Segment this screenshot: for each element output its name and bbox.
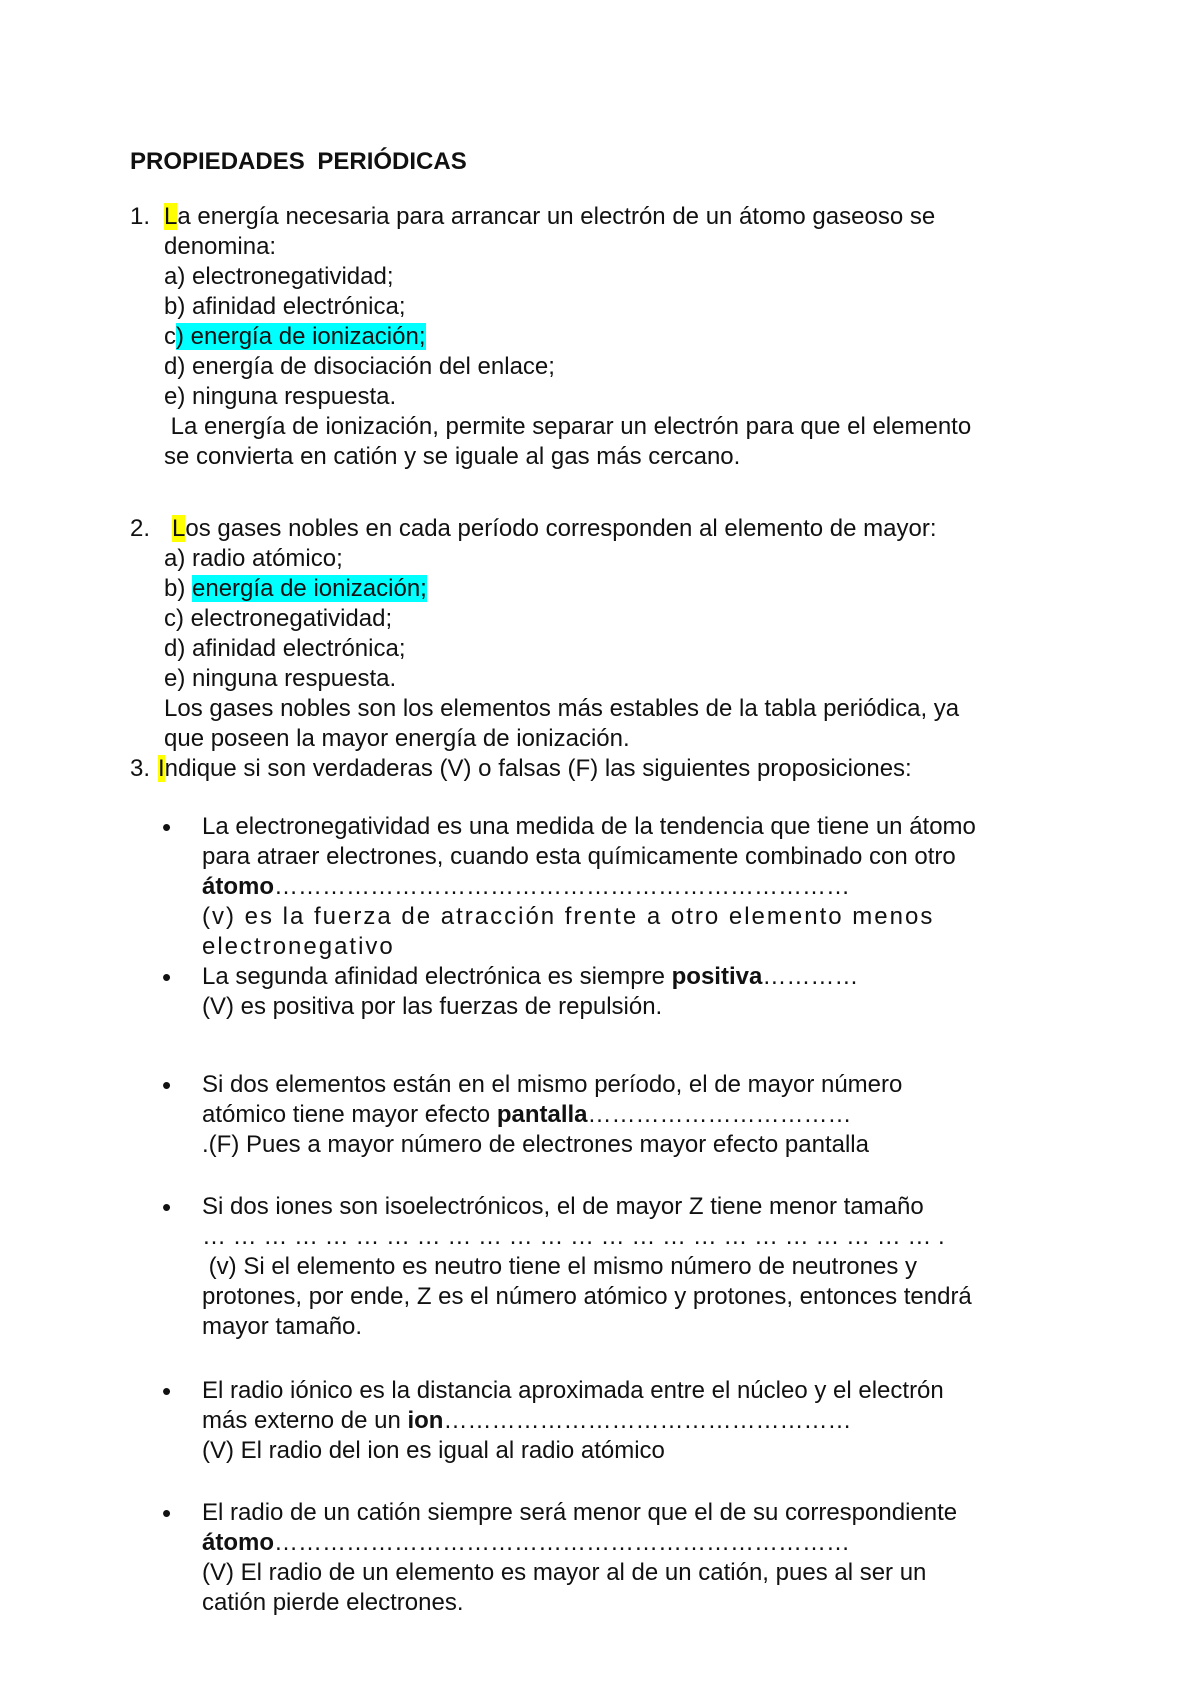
bullet-icon: • <box>162 1070 172 1100</box>
item-5-line-2: más externo de un ion…………………………………………… <box>202 1407 852 1434</box>
question-3-text: Indique si son verdaderas (V) o falsas (F) las siguientes proposiciones: <box>158 755 912 782</box>
item-2-bold-word: positiva <box>671 963 763 990</box>
item-4-dots: … … … … … … … … … … … … … … … … … … … … … … … … . <box>202 1223 945 1250</box>
question-1-number: 1. <box>130 203 151 230</box>
item-6-bold-word: átomo <box>202 1529 274 1556</box>
question-1-option-c: c) energía de ionización; <box>164 323 426 350</box>
item-2-line-1: La segunda afinidad electrónica es siempre positiva………… <box>202 963 859 990</box>
bullet-icon: • <box>162 1498 172 1528</box>
item-5-line-1: El radio iónico es la distancia aproximada entre el núcleo y el electrón <box>202 1377 944 1404</box>
item-3-answer: .(F) Pues a mayor número de electrones mayor efecto pantalla <box>202 1131 869 1158</box>
item-1-answer-line-1: (v) es la fuerza de atracción frente a otro elemento menos <box>202 903 935 930</box>
item-2-answer: (V) es positiva por las fuerzas de repulsión. <box>202 993 663 1020</box>
item-1-dots: ……………………………………………………………… <box>274 873 850 900</box>
question-1-option-e: e) ninguna respuesta. <box>164 383 397 410</box>
question-2-number: 2. <box>130 515 151 542</box>
bullet-icon: • <box>162 812 172 842</box>
question-2-option-e: e) ninguna respuesta. <box>164 665 397 692</box>
item-5-bold-word: ion <box>407 1407 444 1434</box>
question-2-first-letter: L <box>172 515 186 542</box>
item-4-line-1: Si dos iones son isoelectrónicos, el de mayor Z tiene menor tamaño <box>202 1193 924 1220</box>
question-3-number: 3. <box>130 755 151 782</box>
item-1-answer-line-2: electronegativo <box>202 933 395 960</box>
question-1-first-letter: L <box>164 203 178 230</box>
question-1-explanation-line-2: se convierta en catión y se iguale al gas más cercano. <box>164 443 741 470</box>
item-6-line-2: átomo……………………………………………………………… <box>202 1529 850 1556</box>
page-title: PROPIEDADES PERIÓDICAS <box>130 148 467 175</box>
bullet-icon: • <box>162 962 172 992</box>
question-2-correct-answer-highlight: energía de ionización; <box>192 575 427 602</box>
question-1-explanation-line-1: La energía de ionización, permite separar un electrón para que el elemento <box>164 413 972 440</box>
item-4-answer-line-3: mayor tamaño. <box>202 1313 363 1340</box>
question-2-option-a: a) radio atómico; <box>164 545 343 572</box>
question-1-text-rest: a energía necesaria para arrancar un electrón de un átomo gaseoso se <box>177 203 936 230</box>
item-6-answer-line-2: catión pierde electrones. <box>202 1589 464 1616</box>
item-4-answer-line-2: protones, por ende, Z es el número atómico y protones, entonces tendrá <box>202 1283 972 1310</box>
item-3-line-1: Si dos elementos están en el mismo período, el de mayor número <box>202 1071 903 1098</box>
bullet-icon: • <box>162 1376 172 1406</box>
question-2-explanation-line-1: Los gases nobles son los elementos más estables de la tabla periódica, ya <box>164 695 960 722</box>
item-6-line-1: El radio de un catión siempre será menor que el de su correspondiente <box>202 1499 958 1526</box>
question-2-explanation-line-2: que poseen la mayor energía de ionización. <box>164 725 630 752</box>
item-3-line-2: atómico tiene mayor efecto pantalla…………………………… <box>202 1101 852 1128</box>
bullet-icon: • <box>162 1192 172 1222</box>
item-4-answer-line-1: (v) Si el elemento es neutro tiene el mismo número de neutrones y <box>202 1253 918 1280</box>
question-1-option-d: d) energía de disociación del enlace; <box>164 353 555 380</box>
question-2-option-c: c) electronegatividad; <box>164 605 393 632</box>
question-1-text-line-2: denomina: <box>164 233 277 260</box>
item-3-bold-word: pantalla <box>496 1101 588 1128</box>
question-2-option-b: b) energía de ionización; <box>164 575 427 602</box>
question-1-option-b: b) afinidad electrónica; <box>164 293 406 320</box>
question-3-first-letter: I <box>158 755 165 782</box>
item-1-line-1: La electronegatividad es una medida de la tendencia que tiene un átomo <box>202 813 976 840</box>
item-6-answer-line-1: (V) El radio de un elemento es mayor al de un catión, pues al ser un <box>202 1559 927 1586</box>
item-5-answer: (V) El radio del ion es igual al radio atómico <box>202 1437 665 1464</box>
question-1-option-a: a) electronegatividad; <box>164 263 394 290</box>
question-2-option-d: d) afinidad electrónica; <box>164 635 406 662</box>
question-2-text: Los gases nobles en cada período corresponden al elemento de mayor: <box>172 515 937 542</box>
question-1-correct-answer-highlight: ) energía de ionización; <box>176 323 426 350</box>
question-1-text-line-1 <box>164 202 1077 232</box>
item-1-line-3 <box>202 872 850 902</box>
item-1-line-2: para atraer electrones, cuando esta químicamente combinado con otro <box>202 843 956 870</box>
item-1-bold-word: átomo <box>202 873 274 900</box>
